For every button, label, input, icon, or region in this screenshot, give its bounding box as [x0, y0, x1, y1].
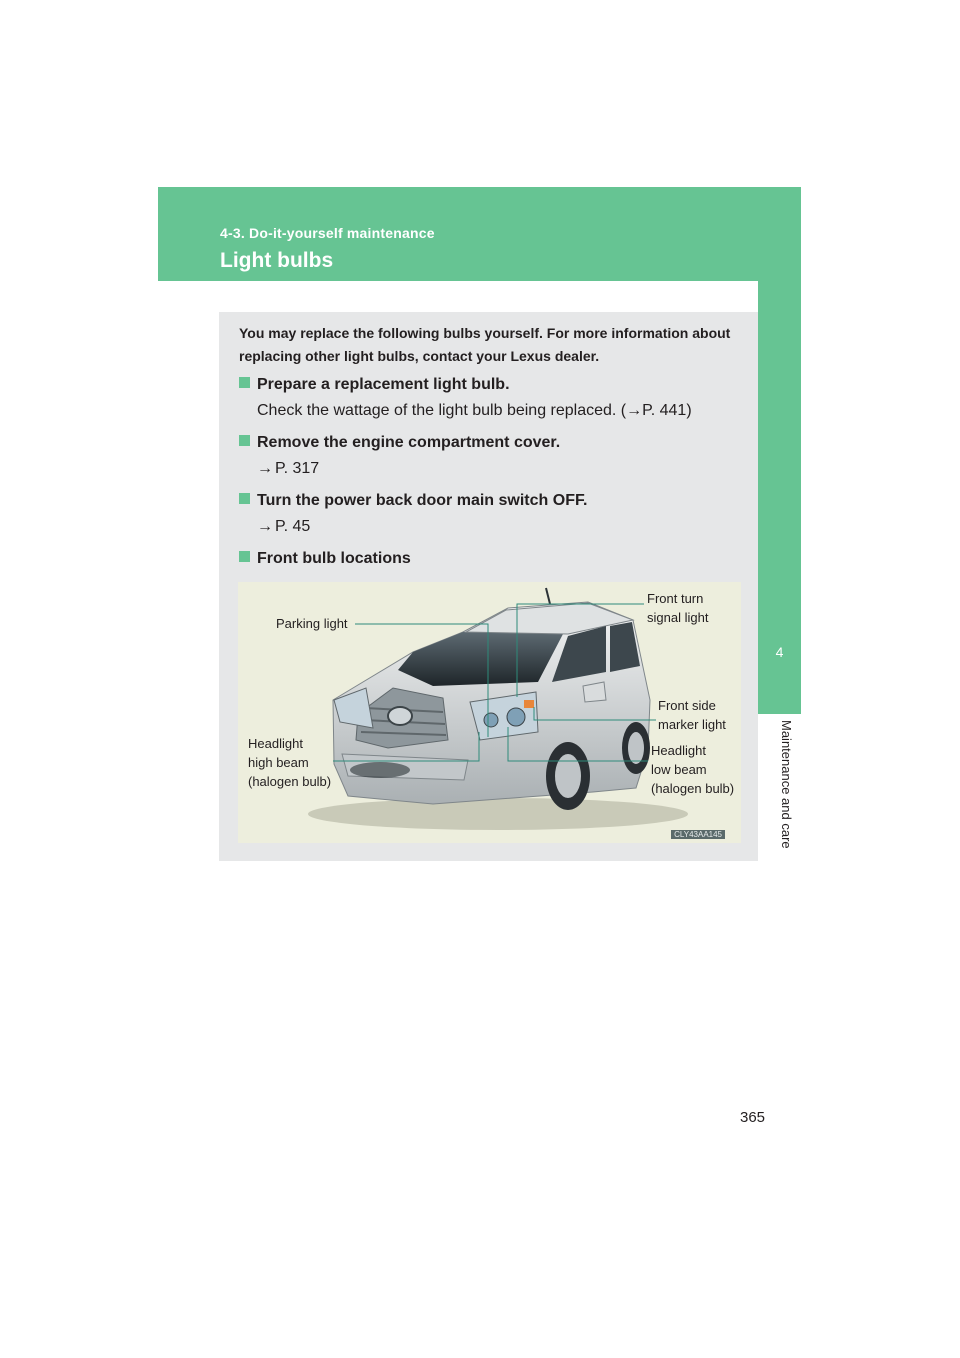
left-headlight — [334, 688, 373, 728]
page-reference-45: → P. 45 — [257, 518, 311, 535]
item-heading-prepare-bulb: Prepare a replacement light bulb. — [239, 376, 510, 394]
side-mirror — [583, 682, 606, 702]
antenna — [546, 588, 550, 604]
chapter-name: Maintenance and care — [779, 720, 794, 849]
arrow-right-icon: → — [257, 518, 273, 535]
callout-front-side-marker: Front side marker light — [658, 698, 726, 732]
ground-shadow — [308, 798, 688, 830]
bullet-square-icon — [239, 435, 250, 446]
figure-code: CLY43AA145 — [671, 830, 725, 839]
item-body-check-wattage: Check the wattage of the light bulb being replaced. (→P. 441) — [257, 402, 692, 419]
content-panel — [219, 312, 758, 861]
arrow-right-icon: → — [257, 460, 273, 477]
page-number: 365 — [740, 1109, 766, 1126]
item-heading-front-bulb-locations: Front bulb locations — [239, 550, 411, 568]
item-heading-remove-cover: Remove the engine compartment cover. — [239, 434, 560, 452]
callout-front-turn-signal: Front turn signal light — [647, 591, 709, 625]
callout-parking-light: Parking light — [276, 616, 348, 631]
front-bulb-figure — [238, 582, 741, 843]
bullet-square-icon — [239, 551, 250, 562]
turn-signal-lens — [524, 700, 534, 708]
section-header — [158, 187, 801, 281]
page-reference-317: → P. 317 — [257, 460, 320, 477]
page-title: Light bulbs — [220, 249, 334, 272]
windshield — [398, 632, 563, 686]
chapter-number: 4 — [775, 644, 784, 660]
callout-headlight-low-beam: Headlight low beam (halogen bulb) — [651, 743, 735, 796]
item-heading-back-door-switch: Turn the power back door main switch OFF. — [239, 492, 587, 510]
intro-text: You may replace the following bulbs yourself. For more information about replacing other light bulbs, contact your Lexus dealer. — [239, 325, 731, 364]
bullet-square-icon — [239, 377, 250, 388]
section-label: 4-3. Do-it-yourself maintenance — [220, 225, 435, 241]
bullet-square-icon — [239, 493, 250, 504]
callout-headlight-high-beam: Headlight high beam (halogen bulb) — [248, 736, 332, 789]
lexus-emblem — [388, 707, 412, 725]
